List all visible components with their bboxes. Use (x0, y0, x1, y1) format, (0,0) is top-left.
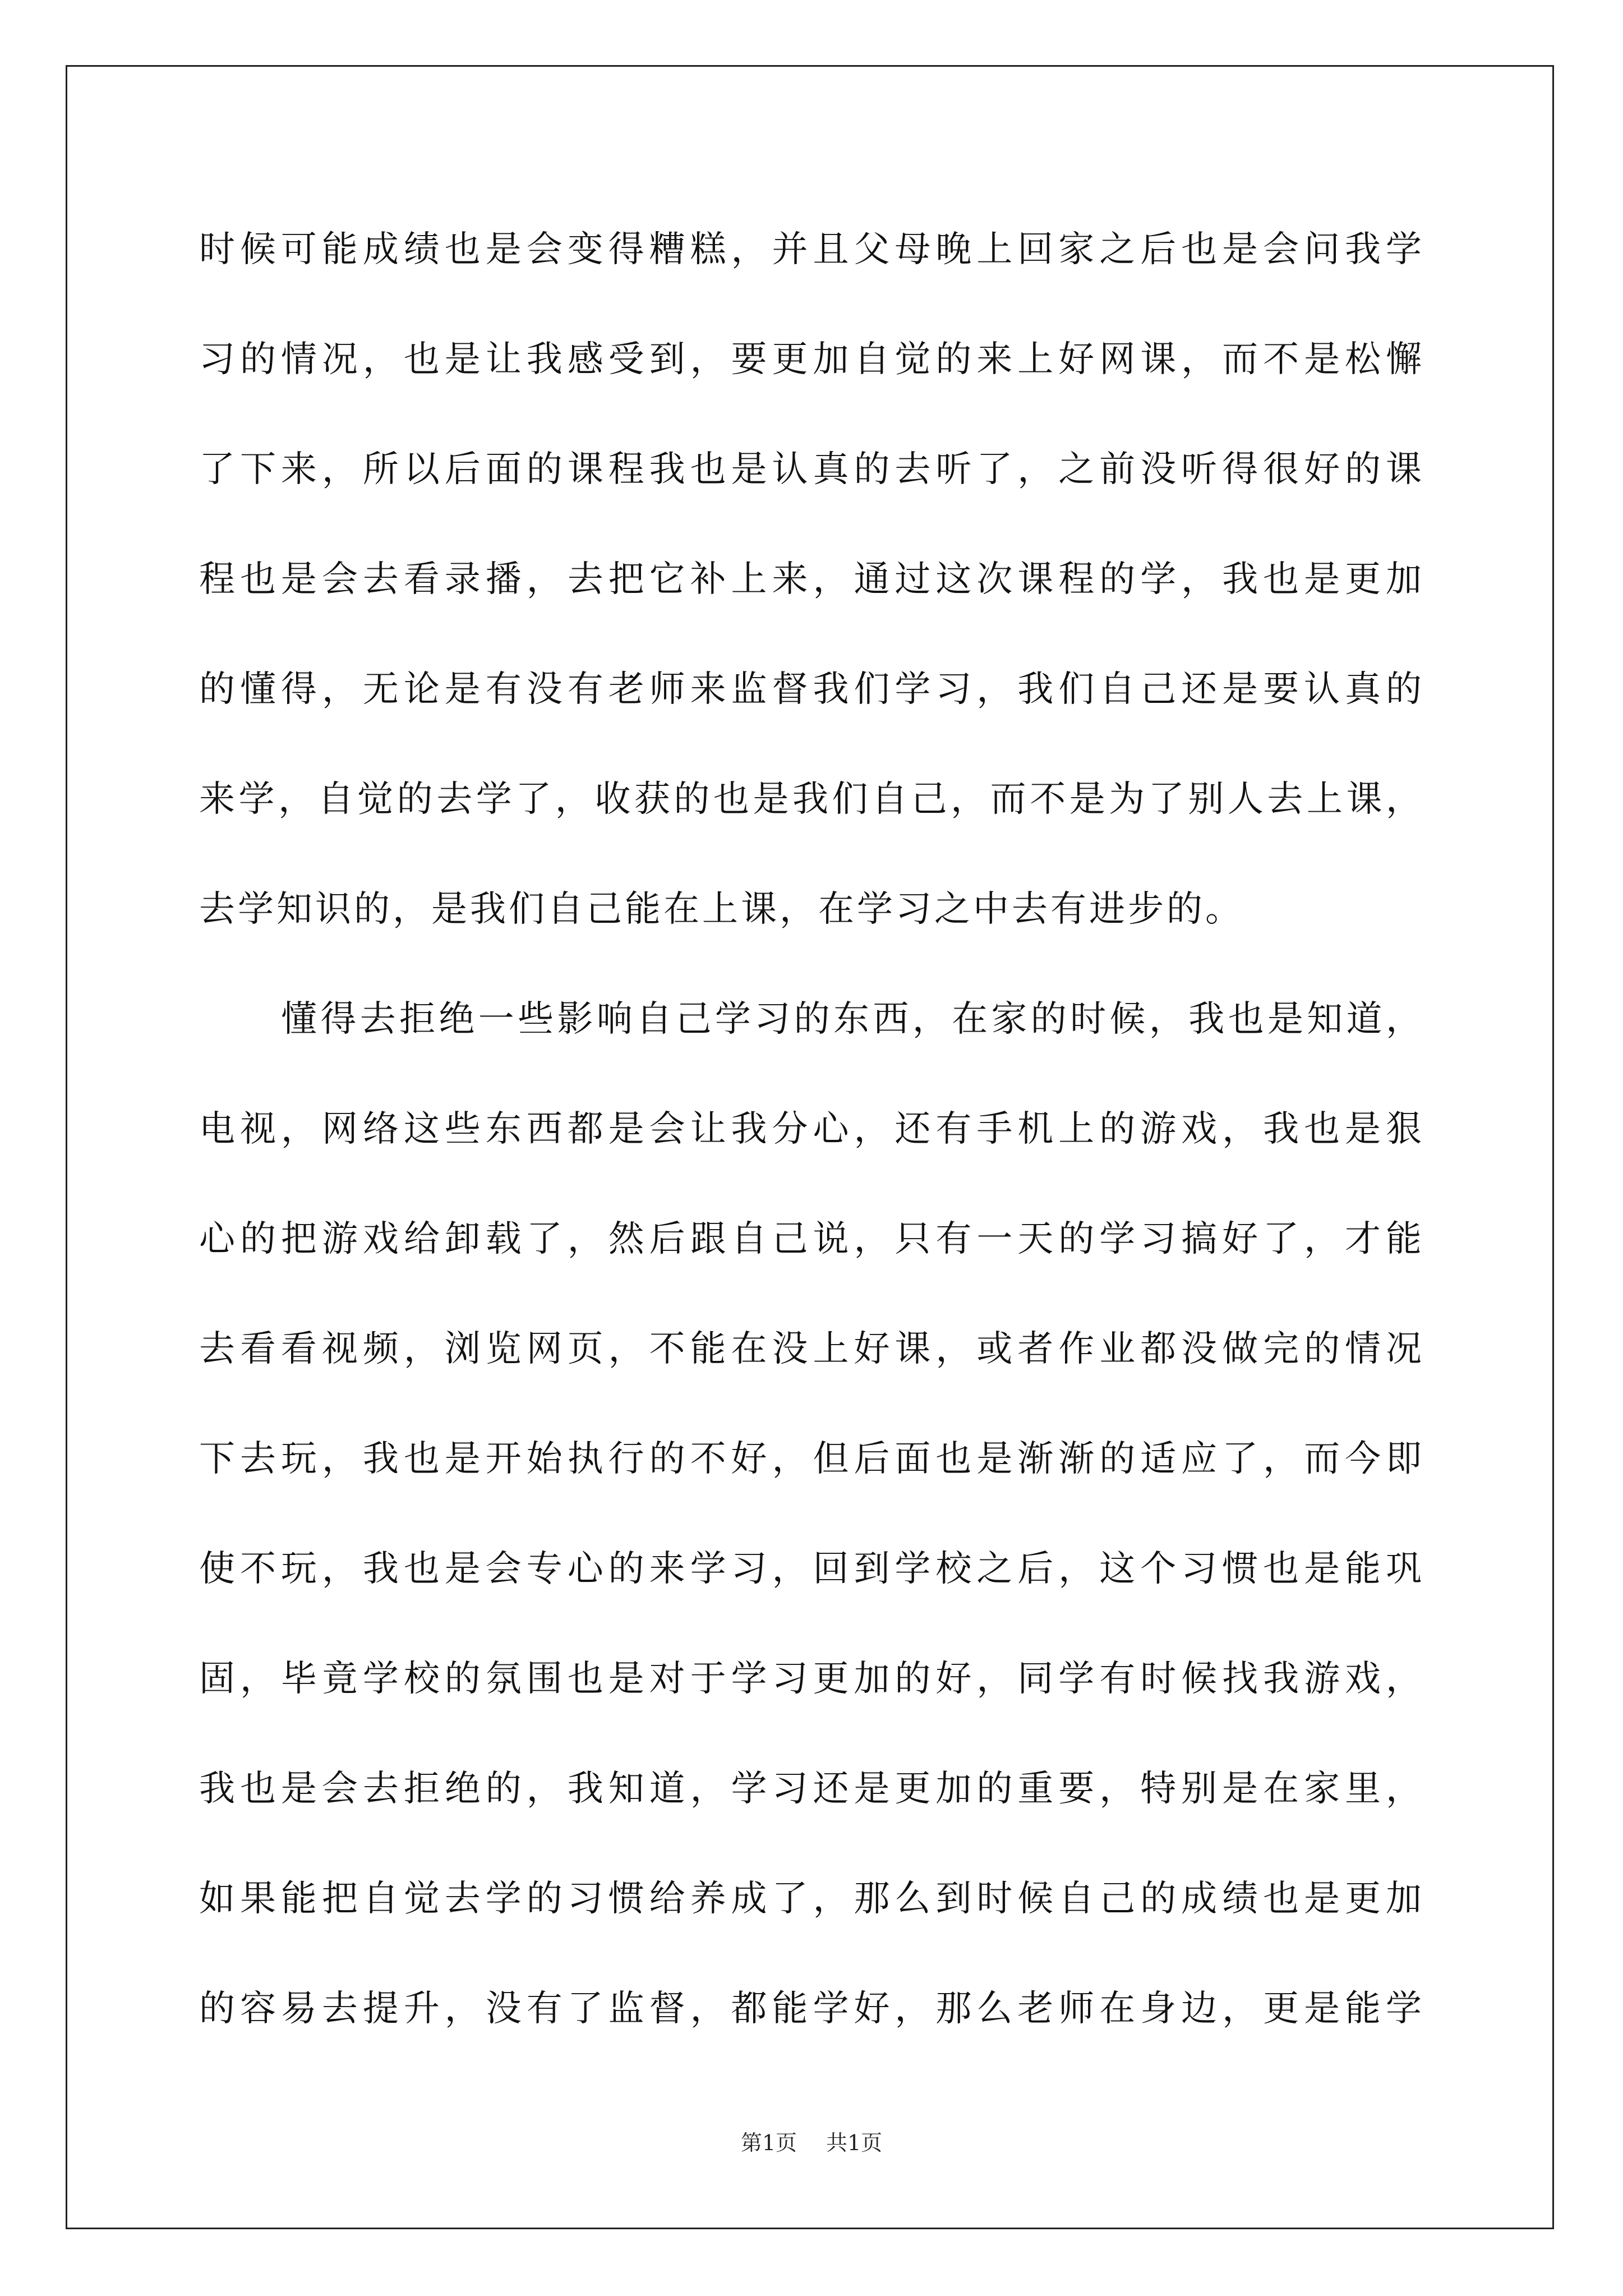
text-line: 使不玩，我也是会专心的来学习，回到学校之后，这个习惯也是能巩 (199, 1548, 1422, 1590)
text-line: 懂得去拒绝一些影响自己学习的东西，在家的时候，我也是知道， (281, 999, 1422, 1040)
text-line: 时候可能成绩也是会变得糟糕，并且父母晚上回家之后也是会问我学 (199, 229, 1422, 270)
text-line: 我也是会去拒绝的，我知道，学习还是更加的重要，特别是在家里， (199, 1768, 1422, 1810)
text-line: 的容易去提升，没有了监督，都能学好，那么老师在身边，更是能学 (199, 1988, 1422, 2030)
text-line: 电视，网络这些东西都是会让我分心，还有手机上的游戏，我也是狠 (199, 1108, 1422, 1150)
text-line: 固，毕竟学校的氛围也是对于学习更加的好，同学有时候找我游戏， (199, 1658, 1422, 1700)
text-line: 心的把游戏给卸载了，然后跟自己说，只有一天的学习搞好了，才能 (199, 1218, 1422, 1260)
text-line: 下去玩，我也是开始执行的不好，但后面也是渐渐的适应了，而今即 (199, 1438, 1422, 1480)
text-line: 如果能把自觉去学的习惯给养成了，那么到时候自己的成绩也是更加 (199, 1878, 1422, 1920)
text-line: 习的情况，也是让我感受到，要更加自觉的来上好网课，而不是松懈 (199, 339, 1422, 380)
page-number-current: 第1页 (740, 2131, 797, 2155)
text-line: 的懂得，无论是有没有老师来监督我们学习，我们自己还是要认真的 (199, 669, 1422, 710)
page-number-total: 共1页 (826, 2131, 883, 2155)
page-footer (0, 2129, 1623, 2157)
text-line: 了下来，所以后面的课程我也是认真的去听了，之前没听得很好的课 (199, 449, 1422, 490)
text-line: 去看看视频，浏览网页，不能在没上好课，或者作业都没做完的情况 (199, 1328, 1422, 1370)
document-body (199, 219, 1422, 2088)
text-line: 去学知识的，是我们自己能在上课，在学习之中去有进步的。 (199, 889, 1244, 930)
text-line: 程也是会去看录播，去把它补上来，通过这次课程的学，我也是更加 (199, 559, 1422, 600)
text-line: 来学，自觉的去学了，收获的也是我们自己，而不是为了别人去上课， (199, 779, 1422, 820)
